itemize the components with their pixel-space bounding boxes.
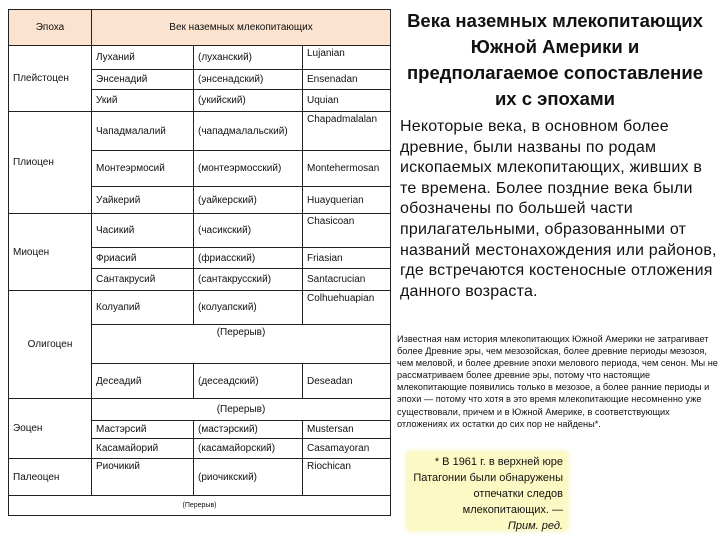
age-adj: (касамайорский) bbox=[194, 439, 303, 459]
age-adj: (десеадский) bbox=[194, 364, 303, 399]
age-name: Фриасий bbox=[92, 248, 194, 269]
age-en: Santacrucian bbox=[303, 269, 391, 291]
age-name: Риочикий bbox=[92, 459, 194, 496]
age-en: Montehermosan bbox=[303, 151, 391, 187]
age-name: Чападмалалий bbox=[92, 112, 194, 151]
gap-cell: (Перерыв) bbox=[92, 325, 391, 364]
ages-table bbox=[8, 9, 391, 516]
age-name: Укий bbox=[92, 90, 194, 112]
age-en: Chapadmalalan bbox=[303, 112, 391, 151]
epoch-cell: Эоцен bbox=[9, 399, 92, 459]
age-en: Lujanian bbox=[303, 46, 391, 70]
age-adj: (колуапский) bbox=[194, 291, 303, 325]
age-adj: (фриасский) bbox=[194, 248, 303, 269]
header-age: Век наземных млекопитающих bbox=[92, 10, 391, 46]
age-en: Deseadan bbox=[303, 364, 391, 399]
age-name: Часикий bbox=[92, 214, 194, 248]
age-adj: (уайкерский) bbox=[194, 187, 303, 214]
epoch-cell: Палеоцен bbox=[9, 459, 92, 496]
age-en: Friasian bbox=[303, 248, 391, 269]
age-adj: (мастэрский) bbox=[194, 421, 303, 439]
age-en: Casamayoran bbox=[303, 439, 391, 459]
age-adj: (укийский) bbox=[194, 90, 303, 112]
age-en: Ensenadan bbox=[303, 70, 391, 90]
age-name: Уайкерий bbox=[92, 187, 194, 214]
footnote-text: * В 1961 г. в верхней юре Патагонии были обнаружены отпечатки следов млекопитающих. — bbox=[413, 456, 563, 516]
age-adj: (луханский) bbox=[194, 46, 303, 70]
age-en: Mustersan bbox=[303, 421, 391, 439]
age-adj: (монтеэрмосский) bbox=[194, 151, 303, 187]
age-en: Riochican bbox=[303, 459, 391, 496]
age-adj: (сантакрусский) bbox=[194, 269, 303, 291]
quote-text: Известная нам история млекопитающих Южной Америки не затрагивает более Древние эры, чем мезозойская, более древние периоды мезозоя, чем меловой, и более древние эпохи мелового периода, чем сенон. Мы не рассматриваем более древние эры, потому что настоящие млекопитающие появились только в мезозое, а более ранние периоды и эпохи — потому что хотя в это время млекопитающие несомненно уже существовали, причем и в Южной Америке, в соответствующих отложениях их остатки до сих пор не найдены*. bbox=[397, 334, 718, 429]
gap-cell: (Перерыв) bbox=[9, 496, 391, 516]
intro-paragraph: Некоторые века, в основном более древние, были названы по родам ископаемых млекопитающих, живших в те времена. Более поздние века были обозначены по большей части прилагательными, образованными от названий местонахождения или районов, где встречаются костеносные отложения данного возраста. bbox=[400, 118, 717, 300]
age-adj: (риочикский) bbox=[194, 459, 303, 496]
age-name: Сантакрусий bbox=[92, 269, 194, 291]
header-epoch: Эпоха bbox=[9, 10, 92, 46]
table-row bbox=[9, 112, 391, 151]
age-en: Uquian bbox=[303, 90, 391, 112]
footnote-box bbox=[407, 452, 567, 530]
age-adj: (чападмалальский) bbox=[194, 112, 303, 151]
age-name: Касамайорий bbox=[92, 439, 194, 459]
age-en: Huayquerian bbox=[303, 187, 391, 214]
age-name: Мастэрсий bbox=[92, 421, 194, 439]
epoch-cell: Плейстоцен bbox=[9, 46, 92, 112]
age-name: Энсенадий bbox=[92, 70, 194, 90]
age-adj: (энсенадский) bbox=[194, 70, 303, 90]
table-row bbox=[9, 214, 391, 248]
footnote-signature: Прим. ред. bbox=[507, 520, 563, 532]
age-en: Chasicoan bbox=[303, 214, 391, 248]
age-adj: (часикский) bbox=[194, 214, 303, 248]
epoch-cell: Миоцен bbox=[9, 214, 92, 291]
table-header bbox=[9, 10, 391, 46]
age-name: Колуапий bbox=[92, 291, 194, 325]
table-row bbox=[9, 496, 391, 516]
epoch-cell: Олигоцен bbox=[9, 291, 92, 399]
page-title: Века наземных млекопитающих Южной Америки и предполагаемое сопоставление их с эпохами bbox=[407, 10, 703, 109]
table-row bbox=[9, 46, 391, 70]
age-name: Монтеэрмосий bbox=[92, 151, 194, 187]
gap-cell: (Перерыв) bbox=[92, 399, 391, 421]
table-row bbox=[9, 459, 391, 496]
table-row bbox=[9, 399, 391, 421]
age-name: Луханий bbox=[92, 46, 194, 70]
age-en: Colhuehuapian bbox=[303, 291, 391, 325]
age-name: Десеадий bbox=[92, 364, 194, 399]
table-row bbox=[9, 291, 391, 325]
epoch-cell: Плиоцен bbox=[9, 112, 92, 214]
